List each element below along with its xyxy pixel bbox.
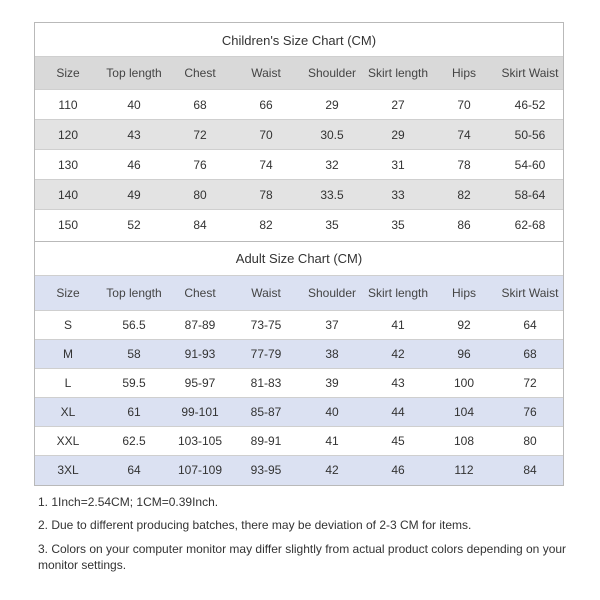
table-cell: 95-97 — [167, 369, 233, 398]
header-top-length: Top length — [101, 57, 167, 90]
table-cell: 68 — [497, 340, 563, 369]
table-row — [35, 369, 563, 398]
table-cell: 27 — [365, 90, 431, 120]
table-cell: 54-60 — [497, 150, 563, 180]
table-cell: 37 — [299, 311, 365, 340]
table-cell: 140 — [35, 180, 101, 210]
table-cell: 72 — [167, 120, 233, 150]
table-cell: 120 — [35, 120, 101, 150]
table-cell: 84 — [497, 456, 563, 485]
table-cell: 81-83 — [233, 369, 299, 398]
table-cell: 43 — [101, 120, 167, 150]
header-skirt-length: Skirt length — [365, 276, 431, 311]
table-cell: 43 — [365, 369, 431, 398]
table-cell: 91-93 — [167, 340, 233, 369]
table-cell: 39 — [299, 369, 365, 398]
table-header-row — [35, 276, 563, 311]
table-cell: 104 — [431, 398, 497, 427]
children-size-chart — [34, 22, 564, 242]
children-size-table — [35, 56, 563, 240]
table-cell: 78 — [431, 150, 497, 180]
table-row — [35, 311, 563, 340]
table-cell: 103-105 — [167, 427, 233, 456]
table-cell: 107-109 — [167, 456, 233, 485]
table-cell: 44 — [365, 398, 431, 427]
table-cell: 76 — [497, 398, 563, 427]
table-cell: 93-95 — [233, 456, 299, 485]
table-cell: 92 — [431, 311, 497, 340]
table-cell: 41 — [299, 427, 365, 456]
table-cell: XL — [35, 398, 101, 427]
table-cell: 31 — [365, 150, 431, 180]
table-cell: 29 — [299, 90, 365, 120]
table-cell: 70 — [431, 90, 497, 120]
header-skirt-waist: Skirt Waist — [497, 276, 563, 311]
table-cell: 62.5 — [101, 427, 167, 456]
table-cell: 30.5 — [299, 120, 365, 150]
table-cell: 82 — [233, 210, 299, 240]
table-cell: 42 — [365, 340, 431, 369]
table-cell: 33 — [365, 180, 431, 210]
table-cell: 46-52 — [497, 90, 563, 120]
table-cell: 68 — [167, 90, 233, 120]
table-cell: 74 — [233, 150, 299, 180]
table-cell: 58-64 — [497, 180, 563, 210]
table-cell: 56.5 — [101, 311, 167, 340]
table-row — [35, 427, 563, 456]
table-cell: 70 — [233, 120, 299, 150]
table-cell: 38 — [299, 340, 365, 369]
table-cell: L — [35, 369, 101, 398]
table-row — [35, 210, 563, 240]
table-cell: 78 — [233, 180, 299, 210]
header-shoulder: Shoulder — [299, 57, 365, 90]
table-cell: 64 — [497, 311, 563, 340]
table-row — [35, 456, 563, 485]
table-cell: 82 — [431, 180, 497, 210]
table-cell: XXL — [35, 427, 101, 456]
table-cell: 32 — [299, 150, 365, 180]
table-cell: 84 — [167, 210, 233, 240]
header-skirt-length: Skirt length — [365, 57, 431, 90]
table-cell: 77-79 — [233, 340, 299, 369]
table-cell: 87-89 — [167, 311, 233, 340]
table-cell: 99-101 — [167, 398, 233, 427]
header-hips: Hips — [431, 276, 497, 311]
note-conversion: 1. 1Inch=2.54CM; 1CM=0.39Inch. — [38, 495, 219, 509]
table-cell: 40 — [299, 398, 365, 427]
table-cell: 85-87 — [233, 398, 299, 427]
table-cell: 3XL — [35, 456, 101, 485]
table-cell: 80 — [167, 180, 233, 210]
table-cell: 108 — [431, 427, 497, 456]
adult-chart-title: Adult Size Chart (CM) — [35, 242, 563, 275]
table-cell: 58 — [101, 340, 167, 369]
table-cell: S — [35, 311, 101, 340]
table-row — [35, 340, 563, 369]
table-cell: 49 — [101, 180, 167, 210]
header-waist: Waist — [233, 57, 299, 90]
table-cell: 52 — [101, 210, 167, 240]
table-cell: 89-91 — [233, 427, 299, 456]
table-cell: 61 — [101, 398, 167, 427]
table-cell: 100 — [431, 369, 497, 398]
table-cell: 64 — [101, 456, 167, 485]
table-cell: 46 — [101, 150, 167, 180]
table-cell: 33.5 — [299, 180, 365, 210]
table-cell: 50-56 — [497, 120, 563, 150]
header-hips: Hips — [431, 57, 497, 90]
header-shoulder: Shoulder — [299, 276, 365, 311]
header-skirt-waist: Skirt Waist — [497, 57, 563, 90]
header-chest: Chest — [167, 57, 233, 90]
note-colors: 3. Colors on your computer monitor may differ slightly from actual product colors depending on your monitor settings. — [38, 542, 567, 572]
table-cell: 130 — [35, 150, 101, 180]
table-cell: 41 — [365, 311, 431, 340]
table-cell: 40 — [101, 90, 167, 120]
table-row — [35, 180, 563, 210]
table-cell: 76 — [167, 150, 233, 180]
adult-size-chart — [34, 242, 564, 486]
header-top-length: Top length — [101, 276, 167, 311]
header-size: Size — [35, 57, 101, 90]
adult-size-table — [35, 275, 563, 485]
table-cell: 62-68 — [497, 210, 563, 240]
table-cell: 29 — [365, 120, 431, 150]
table-cell: 35 — [299, 210, 365, 240]
table-cell: 74 — [431, 120, 497, 150]
table-cell: 72 — [497, 369, 563, 398]
table-cell: 46 — [365, 456, 431, 485]
table-cell: M — [35, 340, 101, 369]
note-deviation: 2. Due to different producing batches, there may be deviation of 2-3 CM for items. — [38, 518, 472, 532]
table-cell: 73-75 — [233, 311, 299, 340]
table-cell: 66 — [233, 90, 299, 120]
table-cell: 86 — [431, 210, 497, 240]
table-cell: 42 — [299, 456, 365, 485]
header-waist: Waist — [233, 276, 299, 311]
table-cell: 96 — [431, 340, 497, 369]
table-row — [35, 90, 563, 120]
table-cell: 80 — [497, 427, 563, 456]
header-chest: Chest — [167, 276, 233, 311]
children-chart-title: Children's Size Chart (CM) — [35, 23, 563, 56]
table-cell: 45 — [365, 427, 431, 456]
table-header-row — [35, 57, 563, 90]
table-row — [35, 398, 563, 427]
table-cell: 112 — [431, 456, 497, 485]
table-row — [35, 150, 563, 180]
table-cell: 110 — [35, 90, 101, 120]
table-cell: 150 — [35, 210, 101, 240]
table-row — [35, 120, 563, 150]
table-cell: 59.5 — [101, 369, 167, 398]
header-size: Size — [35, 276, 101, 311]
table-cell: 35 — [365, 210, 431, 240]
